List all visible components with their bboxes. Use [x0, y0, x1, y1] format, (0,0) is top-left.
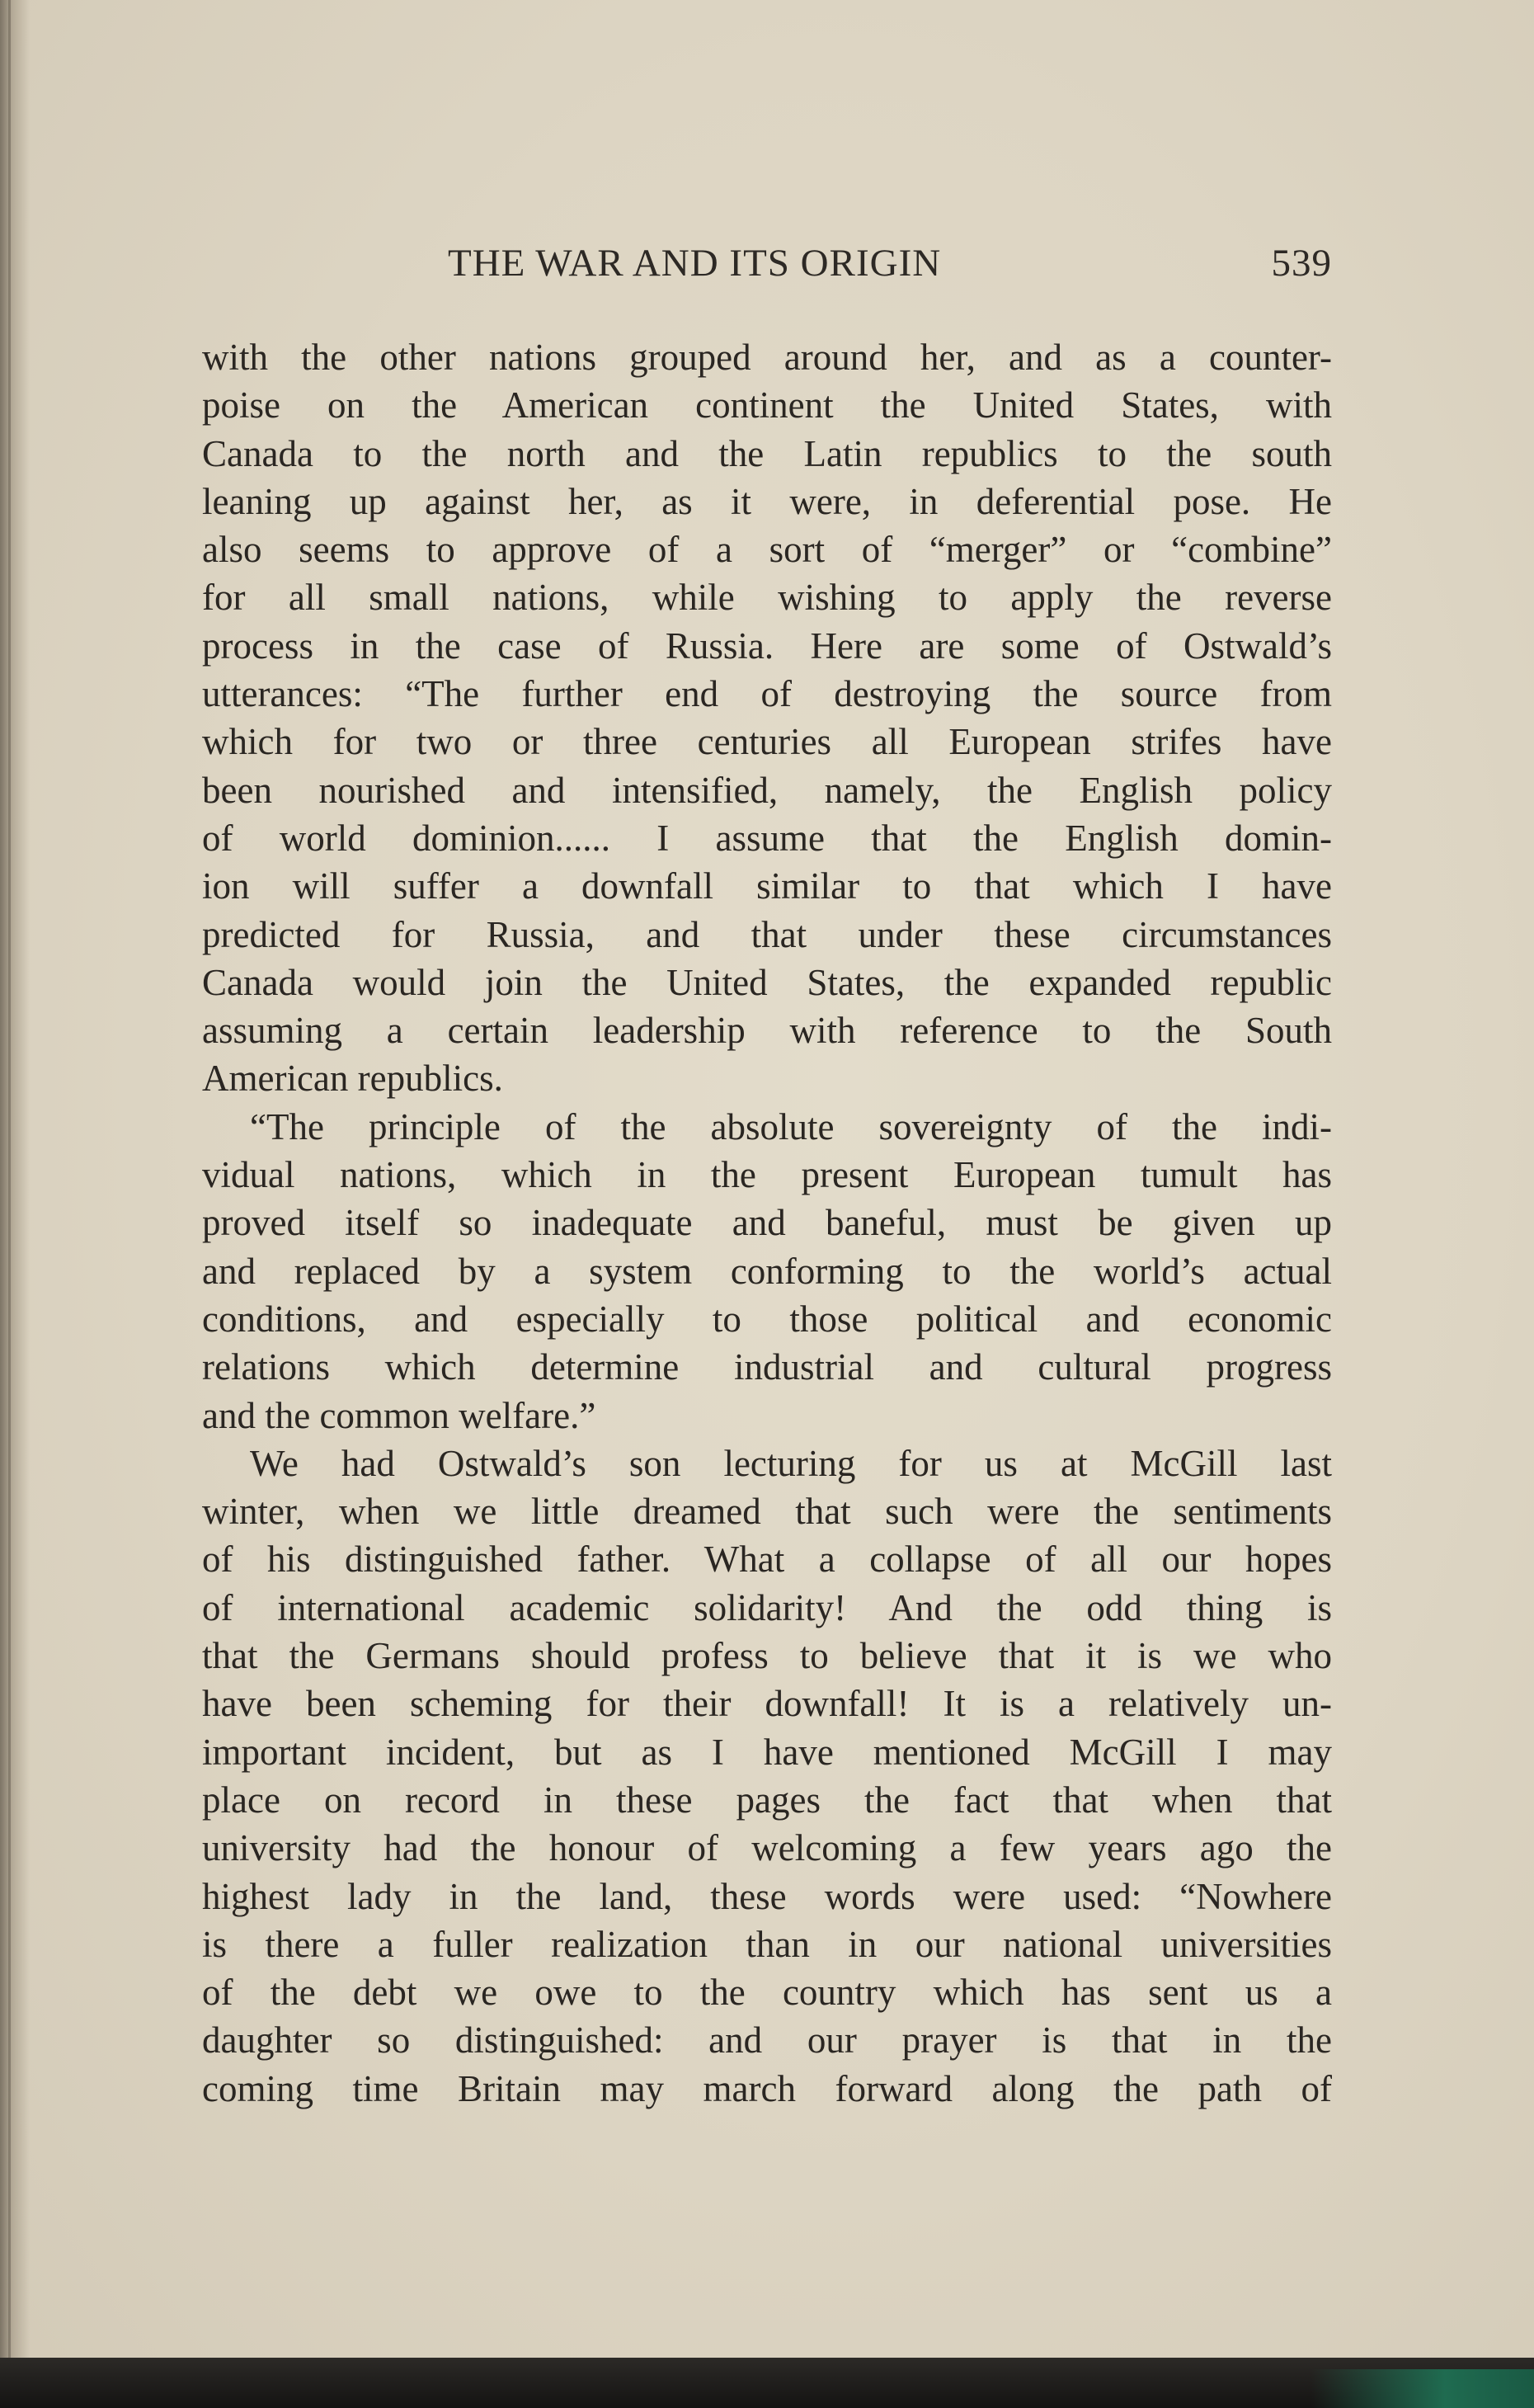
text-line: which for two or three centuries all European strifes have [202, 721, 1332, 763]
text-line: conditions, and especially to those political and economic [202, 1298, 1332, 1340]
text-line: vidual nations, which in the present European tumult has [202, 1154, 1332, 1196]
text-line: predicted for Russia, and that under these circumstances [202, 913, 1332, 955]
text-line: place on record in these pages the fact that when that [202, 1779, 1332, 1821]
spine-shadow [0, 0, 30, 2408]
page-header [202, 241, 1332, 299]
text-line: highest lady in the land, these words were used: “Nowhere [202, 1875, 1332, 1917]
running-title: THE WAR AND ITS ORIGIN [448, 242, 942, 285]
text-line: Canada would join the United States, the expanded republic [202, 961, 1332, 1003]
spine-line [8, 0, 11, 2408]
text-line: relations which determine industrial and cultural progress [202, 1346, 1332, 1388]
page-bottom-green-edge [1311, 2369, 1534, 2408]
text-line: “The principle of the absolute sovereignty of the indi- [250, 1105, 1332, 1147]
text-line: and the common welfare.” [202, 1394, 596, 1436]
text-line: We had Ostwald’s son lecturing for us at McGill last [250, 1442, 1332, 1484]
text-line: university had the honour of welcoming a few years ago the [202, 1827, 1332, 1869]
text-line: important incident, but as I have mentioned McGill I may [202, 1731, 1332, 1773]
text-line: is there a fuller realization than in our national universities [202, 1923, 1332, 1965]
text-line: leaning up against her, as it were, in deferential pose. He [202, 480, 1332, 522]
text-line: also seems to approve of a sort of “merger” or “combine” [202, 529, 1332, 571]
text-line: that the Germans should profess to believe that it is we who [202, 1635, 1332, 1677]
text-line: process in the case of Russia. Here are some of Ostwald’s [202, 624, 1332, 667]
body-text [202, 333, 1332, 2113]
text-line: been nourished and intensified, namely, the English policy [202, 769, 1332, 811]
text-line: winter, when we little dreamed that such were the sentiments [202, 1491, 1332, 1533]
text-line: Canada to the north and the Latin republics to the south [202, 432, 1332, 474]
page-number: 539 [1271, 242, 1332, 285]
text-line: of his distinguished father. What a collapse of all our hopes [202, 1539, 1332, 1581]
text-line: proved itself so inadequate and baneful, must be given up [202, 1202, 1332, 1244]
text-line: utterances: “The further end of destroying the source from [202, 673, 1332, 715]
text-line: daughter so distinguished: and our prayer is that in the [202, 2019, 1332, 2062]
text-line: of world dominion...... I assume that the English domin- [202, 817, 1332, 859]
text-line: American republics. [202, 1058, 503, 1100]
text-line: have been scheming for their downfall! It is a relatively un- [202, 1683, 1332, 1725]
text-line: poise on the American continent the United States, with [202, 384, 1332, 426]
text-line: and replaced by a system conforming to the world’s actual [202, 1250, 1332, 1292]
page-bottom-edge [0, 2358, 1534, 2408]
text-line: coming time Britain may march forward along the path of [202, 2067, 1332, 2109]
text-line: of international academic solidarity! And the odd thing is [202, 1586, 1332, 1628]
text-line: of the debt we owe to the country which has sent us a [202, 1972, 1332, 2014]
text-line: for all small nations, while wishing to apply the reverse [202, 577, 1332, 619]
text-line: with the other nations grouped around her, and as a counter- [202, 337, 1332, 378]
text-line: assuming a certain leadership with reference to the South [202, 1010, 1332, 1052]
text-line: ion will suffer a downfall similar to that which I have [202, 865, 1332, 907]
